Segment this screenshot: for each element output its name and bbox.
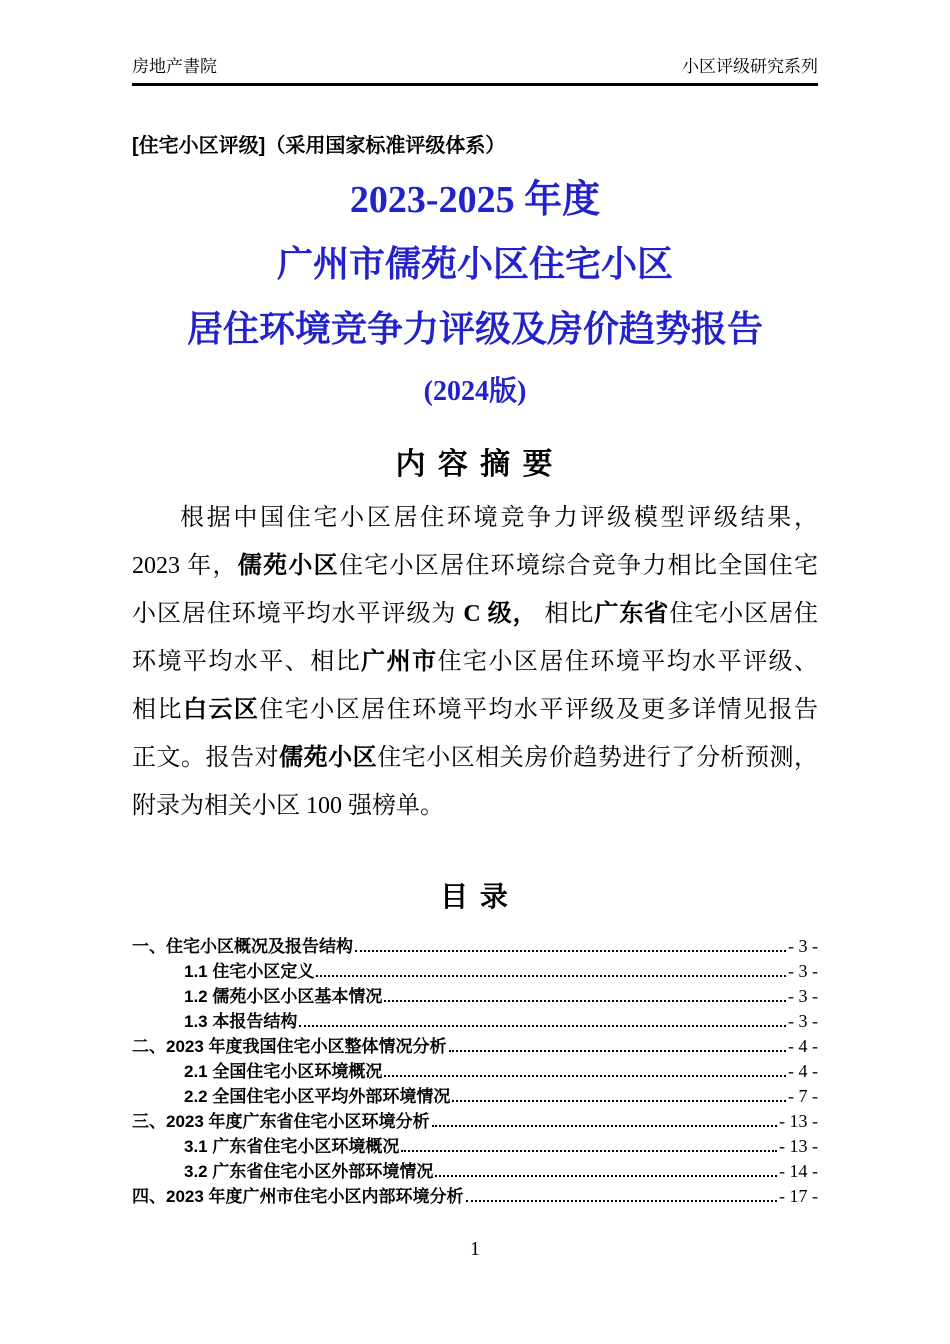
toc-entry[interactable] — [132, 1159, 818, 1184]
summary-line — [132, 542, 818, 590]
summary-text: 住宅小区相关房价趋势进行了分析预测， — [377, 745, 819, 771]
summary-text: 附录为相关小区 100 强榜单。 — [132, 793, 444, 819]
summary-line — [132, 494, 818, 542]
report-title-edition: (2024版) — [423, 376, 527, 407]
summary-bold-text: 白云区 — [182, 697, 260, 723]
toc-entry-label: 1.2 儒苑小区小区基本情况 — [184, 987, 383, 1006]
summary-text: 2023 年， — [132, 553, 238, 579]
toc-entry-label: 三、2023 年度广东省住宅小区环境分析 — [132, 1112, 430, 1131]
summary-text: 正文。报告对 — [132, 745, 280, 771]
summary-heading: 内 容 摘 要 — [395, 448, 555, 481]
summary-bold-text: C 级， — [463, 601, 538, 627]
toc-dotted-leader — [384, 1000, 786, 1002]
summary-bold-text: 广州市 — [361, 649, 438, 675]
summary-text: 住宅小区居住环境综合竞争力相比全国住宅 — [338, 553, 819, 579]
toc-entry-page: - 3 - — [788, 936, 818, 956]
toc-dotted-leader — [432, 1125, 777, 1127]
toc-entry[interactable] — [132, 1184, 818, 1209]
toc-entry-page: - 4 - — [788, 1061, 818, 1081]
summary-bold-text: 广东省 — [594, 601, 670, 627]
toc-dotted-leader — [355, 950, 786, 952]
summary-bold-text: 儒苑小区 — [237, 553, 339, 579]
toc-entry-label: 3.2 广东省住宅小区外部环境情况 — [184, 1162, 434, 1181]
report-title-years: 2023-2025 年度 — [349, 179, 601, 221]
toc-entry-page: - 13 - — [779, 1111, 818, 1131]
summary-text: 相比 — [132, 697, 183, 723]
page-header — [132, 56, 818, 86]
toc-entry-page: - 14 - — [779, 1161, 818, 1181]
toc-entry[interactable] — [132, 959, 818, 984]
header-left-text: 房地产書院 — [132, 57, 217, 76]
toc-dotted-leader — [452, 1100, 786, 1102]
toc-entry-label: 1.1 住宅小区定义 — [184, 962, 315, 981]
toc-entry-page: - 17 - — [779, 1186, 818, 1206]
toc-dotted-leader — [401, 1150, 777, 1152]
toc-entry-page: - 3 - — [788, 961, 818, 981]
toc-entry-page: - 7 - — [788, 1086, 818, 1106]
toc-entry[interactable] — [132, 984, 818, 1009]
summary-text: 相比 — [537, 601, 595, 627]
summary-text: 住宅小区居住环境平均水平评级、 — [437, 649, 819, 675]
summary-paragraph — [132, 494, 818, 830]
toc-entry-label: 1.3 本报告结构 — [184, 1012, 298, 1031]
summary-line — [132, 590, 818, 638]
toc-dotted-leader — [466, 1200, 777, 1202]
toc-entry-page: - 3 - — [788, 986, 818, 1006]
toc-entry-label: 2.1 全国住宅小区环境概况 — [184, 1062, 383, 1081]
toc-dotted-leader — [384, 1075, 786, 1077]
toc-entry[interactable] — [132, 1034, 818, 1059]
rating-system-note: [住宅小区评级]（采用国家标准评级体系） — [132, 135, 506, 157]
toc-entry-label: 2.2 全国住宅小区平均外部环境情况 — [184, 1087, 451, 1106]
toc-entry-page: - 3 - — [788, 1011, 818, 1031]
summary-line — [132, 782, 818, 830]
toc-dotted-leader — [299, 1025, 786, 1027]
toc-entry-label: 一、住宅小区概况及报告结构 — [132, 937, 353, 956]
toc-entry-page: - 4 - — [788, 1036, 818, 1056]
toc-heading: 目 录 — [440, 881, 510, 912]
summary-text: 环境平均水平、相比 — [132, 649, 362, 675]
toc-dotted-leader — [435, 1175, 777, 1177]
summary-line — [132, 638, 818, 686]
summary-line — [132, 734, 818, 782]
summary-bold-text: 儒苑小区 — [279, 745, 378, 771]
toc-dotted-leader — [316, 975, 786, 977]
toc-entry-label: 二、2023 年度我国住宅小区整体情况分析 — [132, 1037, 447, 1056]
toc-entry[interactable] — [132, 1084, 818, 1109]
toc-entry-label: 3.1 广东省住宅小区环境概况 — [184, 1137, 400, 1156]
toc-entry-label: 四、2023 年度广州市住宅小区内部环境分析 — [132, 1187, 464, 1206]
table-of-contents — [132, 934, 818, 1209]
toc-entry[interactable] — [132, 934, 818, 959]
summary-text: 住宅小区居住环境平均水平评级及更多详情见报告 — [259, 697, 819, 723]
toc-entry[interactable] — [132, 1134, 818, 1159]
page-number: 1 — [470, 1238, 480, 1260]
summary-text: 根据中国住宅小区居住环境竞争力评级模型评级结果， — [180, 505, 818, 531]
toc-entry[interactable] — [132, 1009, 818, 1034]
report-title-community: 广州市儒苑小区住宅小区 — [276, 244, 673, 284]
report-title-subject: 居住环境竞争力评级及房价趋势报告 — [186, 309, 763, 349]
toc-entry[interactable] — [132, 1059, 818, 1084]
toc-dotted-leader — [449, 1050, 786, 1052]
toc-entry[interactable] — [132, 1109, 818, 1134]
summary-line — [132, 686, 818, 734]
header-right-text: 小区评级研究系列 — [682, 57, 818, 76]
summary-text: 小区居住环境平均水平评级为 — [132, 601, 464, 627]
toc-entry-page: - 13 - — [779, 1136, 818, 1156]
summary-text: 住宅小区居住 — [669, 601, 819, 627]
